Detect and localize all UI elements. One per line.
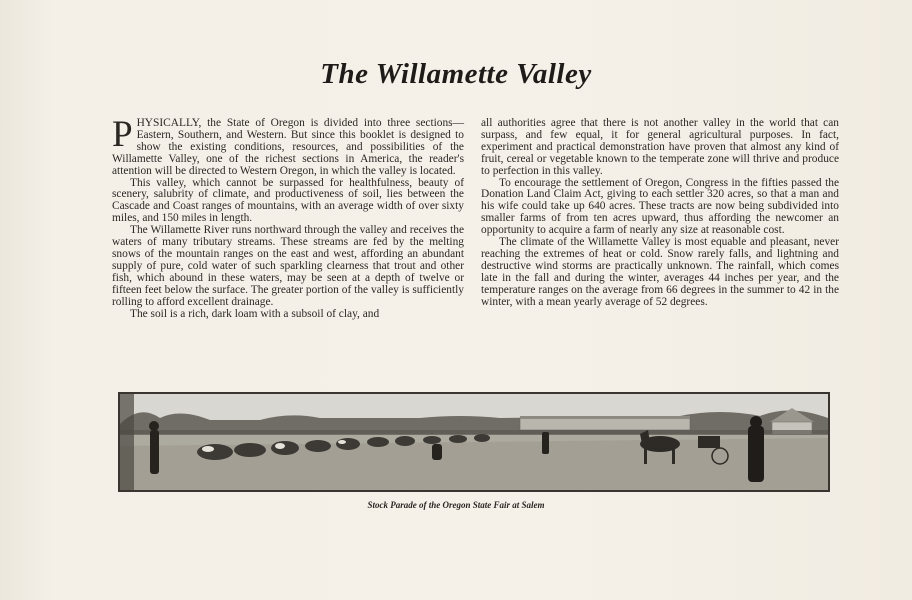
paragraph-6: To encourage the settlement of Oregon, Congress in the fifties passed the Donation Land Claim Act, giving to each settler 320 acres, so that a man and his wife could take up 640 acres. These tracts are now being subdivided into smaller farms of from ten acres upward, thus affording the newcomer an opportunity to acquire a farm of nearly any size at reasonable cost.	[481, 176, 839, 237]
paragraph-2: This valley, which cannot be surpassed for healthfulness, beauty of scenery, salubrity of climate, and productiveness of soil, lies between the Cascade and Coast ranges of mountains, with an average width of over sixty miles, and 150 miles in length.	[112, 176, 464, 225]
paragraph-1-text: HYSICALLY, the State of Oregon is divided into three sections—Eastern, Southern, and Western. But since this booklet is designed to show the existing conditions, resources, and possibilities of the Willamette Valley, one of the richest sections in America, the reader's attention will be directed to Western Oregon, in which the valley is located.	[112, 117, 464, 177]
page-title: The Willamette Valley	[320, 58, 592, 90]
paragraph-1	[112, 114, 464, 178]
paragraph-3: The Willamette River runs northward through the valley and receives the waters of many tributary streams. These streams are fed by the melting snows of the mountain ranges on the east and west, affording an abundant supply of pure, cold water of such sparkling clearness that trout and other fish, which abound in these waters, may be seen at a depth of twelve or fifteen feet below the surface. The greater portion of the valley is sufficiently rolling to afford excellent drainage.	[112, 224, 464, 308]
paragraph-7: The climate of the Willamette Valley is most equable and pleasant, never reaching the extremes of heat or cold. Snow rarely falls, and lightning and destructive wind storms are practically unknown. The rainfall, which comes late in the fall and during the winter, averages 44 inches per year, and the temperature ranges on the average from 66 degrees in the summer to 42 in the winter, with a mean yearly average of 52 degrees.	[481, 236, 839, 308]
paragraph-4: The soil is a rich, dark loam with a subsoil of clay, and	[130, 307, 380, 320]
right-column	[481, 118, 839, 309]
stock-parade-photo	[118, 392, 830, 492]
photo-caption: Stock Parade of the Oregon State Fair at Salem	[367, 500, 545, 510]
photo-illustration	[120, 394, 828, 490]
paragraph-5: all authorities agree that there is not another valley in the world that can surpass, and few equal, it for general agricultural purposes. In fact, experiment and practical demonstration have proven that almost any kind of fruit, cereal or vegetable known to the temperate zone will thrive and produce to perfection in this valley.	[481, 117, 839, 177]
left-column	[112, 114, 464, 320]
drop-cap: P	[112, 114, 133, 155]
